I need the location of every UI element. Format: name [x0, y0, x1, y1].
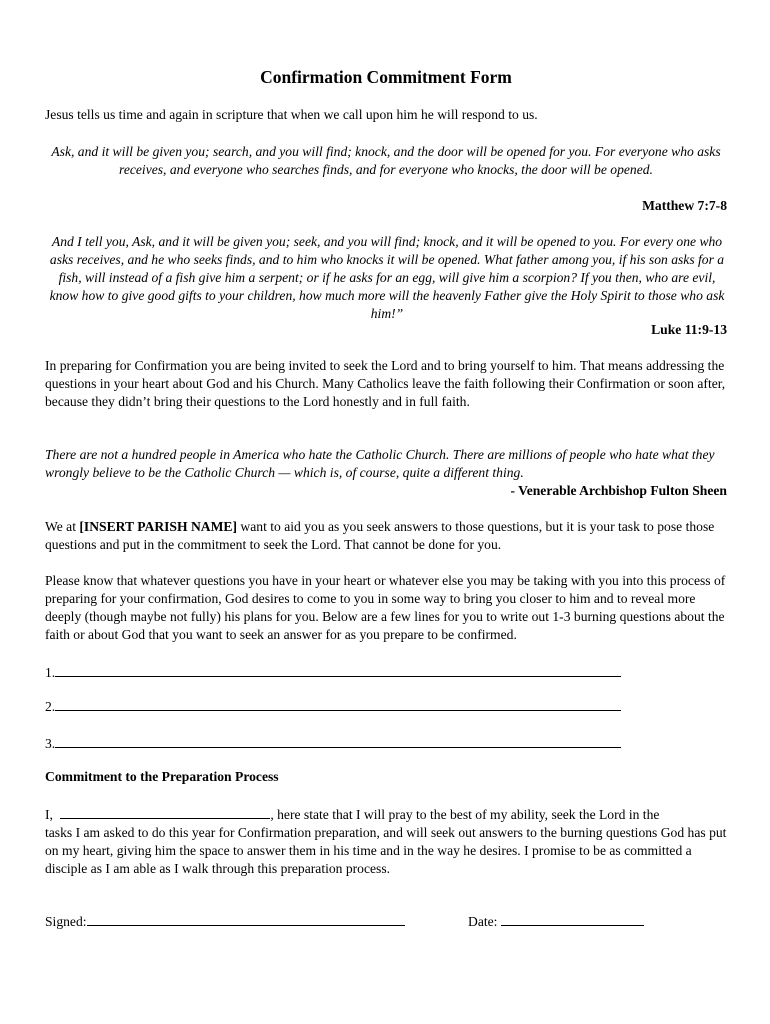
question-answer-field-3[interactable] — [55, 733, 621, 748]
sheen-attribution: - Venerable Archbishop Fulton Sheen — [510, 483, 727, 498]
luke-quote: And I tell you, Ask, and it will be given you; seek, and you will find; knock, and it will be opened to you. For every one who asks receives, and he who seeks finds, and to him who knocks it will be opened. What father among you, if his son asks for a fish, will instead of a fish give him a serpent; or if he asks for an egg, will give him a scorpion? If you then, who are evil, know how to give good gifts to your children, how much more will the heavenly Father give the Holy Spirit to those who ask him!” — [49, 234, 725, 321]
date-field[interactable] — [501, 911, 644, 926]
parish-name-placeholder: [INSERT PARISH NAME] — [79, 519, 238, 534]
question-line-1 — [45, 662, 727, 682]
question-label-2: 2. — [45, 699, 56, 714]
parish-paragraph — [45, 518, 727, 554]
commitment-first-line-text: , here state that I will pray to the best of my ability, seek the Lord in the — [270, 807, 660, 822]
intro-paragraph: Jesus tells us time and again in scripture that when we call upon him he will respond to us. — [45, 107, 538, 122]
question-line-2 — [45, 696, 727, 716]
parish-text-before: We at — [45, 519, 80, 534]
matthew-quote: Ask, and it will be given you; search, and you will find; knock, and the door will be opened for you. For everyone who asks receives, and everyone who searches finds, and for everyone who knocks, the door will be opened. — [51, 144, 721, 177]
please-paragraph: Please know that whatever questions you have in your heart or whatever else you may be taking with you into this process of preparing for your confirmation, God desires to come to you in some way to bring you closer to him and to reveal more deeply (though maybe not fully) his plans for you. Below are a few lines for you to write out 1-3 burning questions about the faith or about God that you want to seek an answer for as you prepare to be confirmed. — [45, 573, 726, 642]
commitment-heading: Commitment to the Preparation Process — [45, 769, 279, 784]
preparing-paragraph: In preparing for Confirmation you are being invited to seek the Lord and to bring yourself to him. That means addressing the questions in your heart about God and his Church. Many Catholics leave the faith following their Confirmation or soon after, because they didn’t bring their questions to the Lord honestly and in full faith. — [45, 358, 726, 409]
matthew-citation: Matthew 7:7-8 — [642, 198, 727, 213]
commitment-rest-text: tasks I am asked to do this year for Confirmation preparation, and will seek out answers to the burning questions God has put on my heart, giving him the space to answer them in his time and in the way he desires. I promise to be as committed a disciple as I am able as I walk through this preparation process. — [45, 825, 727, 876]
question-label-1: 1. — [45, 665, 56, 680]
commitment-paragraph — [45, 804, 727, 878]
signed-label: Signed: — [45, 914, 87, 929]
question-label-3: 3. — [45, 736, 56, 751]
signature-field[interactable] — [87, 911, 405, 926]
page-title: Confirmation Commitment Form — [260, 67, 512, 87]
question-answer-field-2[interactable] — [55, 696, 621, 711]
commitment-prefix: I, — [45, 807, 57, 822]
date-label: Date: — [468, 914, 501, 929]
sheen-quote: There are not a hundred people in America who hate the Catholic Church. There are millions of people who hate what they wrongly believe to be the Catholic Church — which is, of course, quite a different thing. — [45, 447, 715, 480]
question-line-3 — [45, 733, 727, 753]
name-field[interactable] — [60, 804, 270, 819]
commitment-first-line — [45, 804, 727, 824]
parish-text-after: want to aid you as you seek answers to those questions, but it is your task to pose those questions and put in the commitment to seek the Lord. That cannot be done for you. — [45, 519, 715, 552]
question-answer-field-1[interactable] — [55, 662, 621, 677]
date-line — [468, 911, 728, 931]
luke-citation: Luke 11:9-13 — [651, 322, 727, 337]
